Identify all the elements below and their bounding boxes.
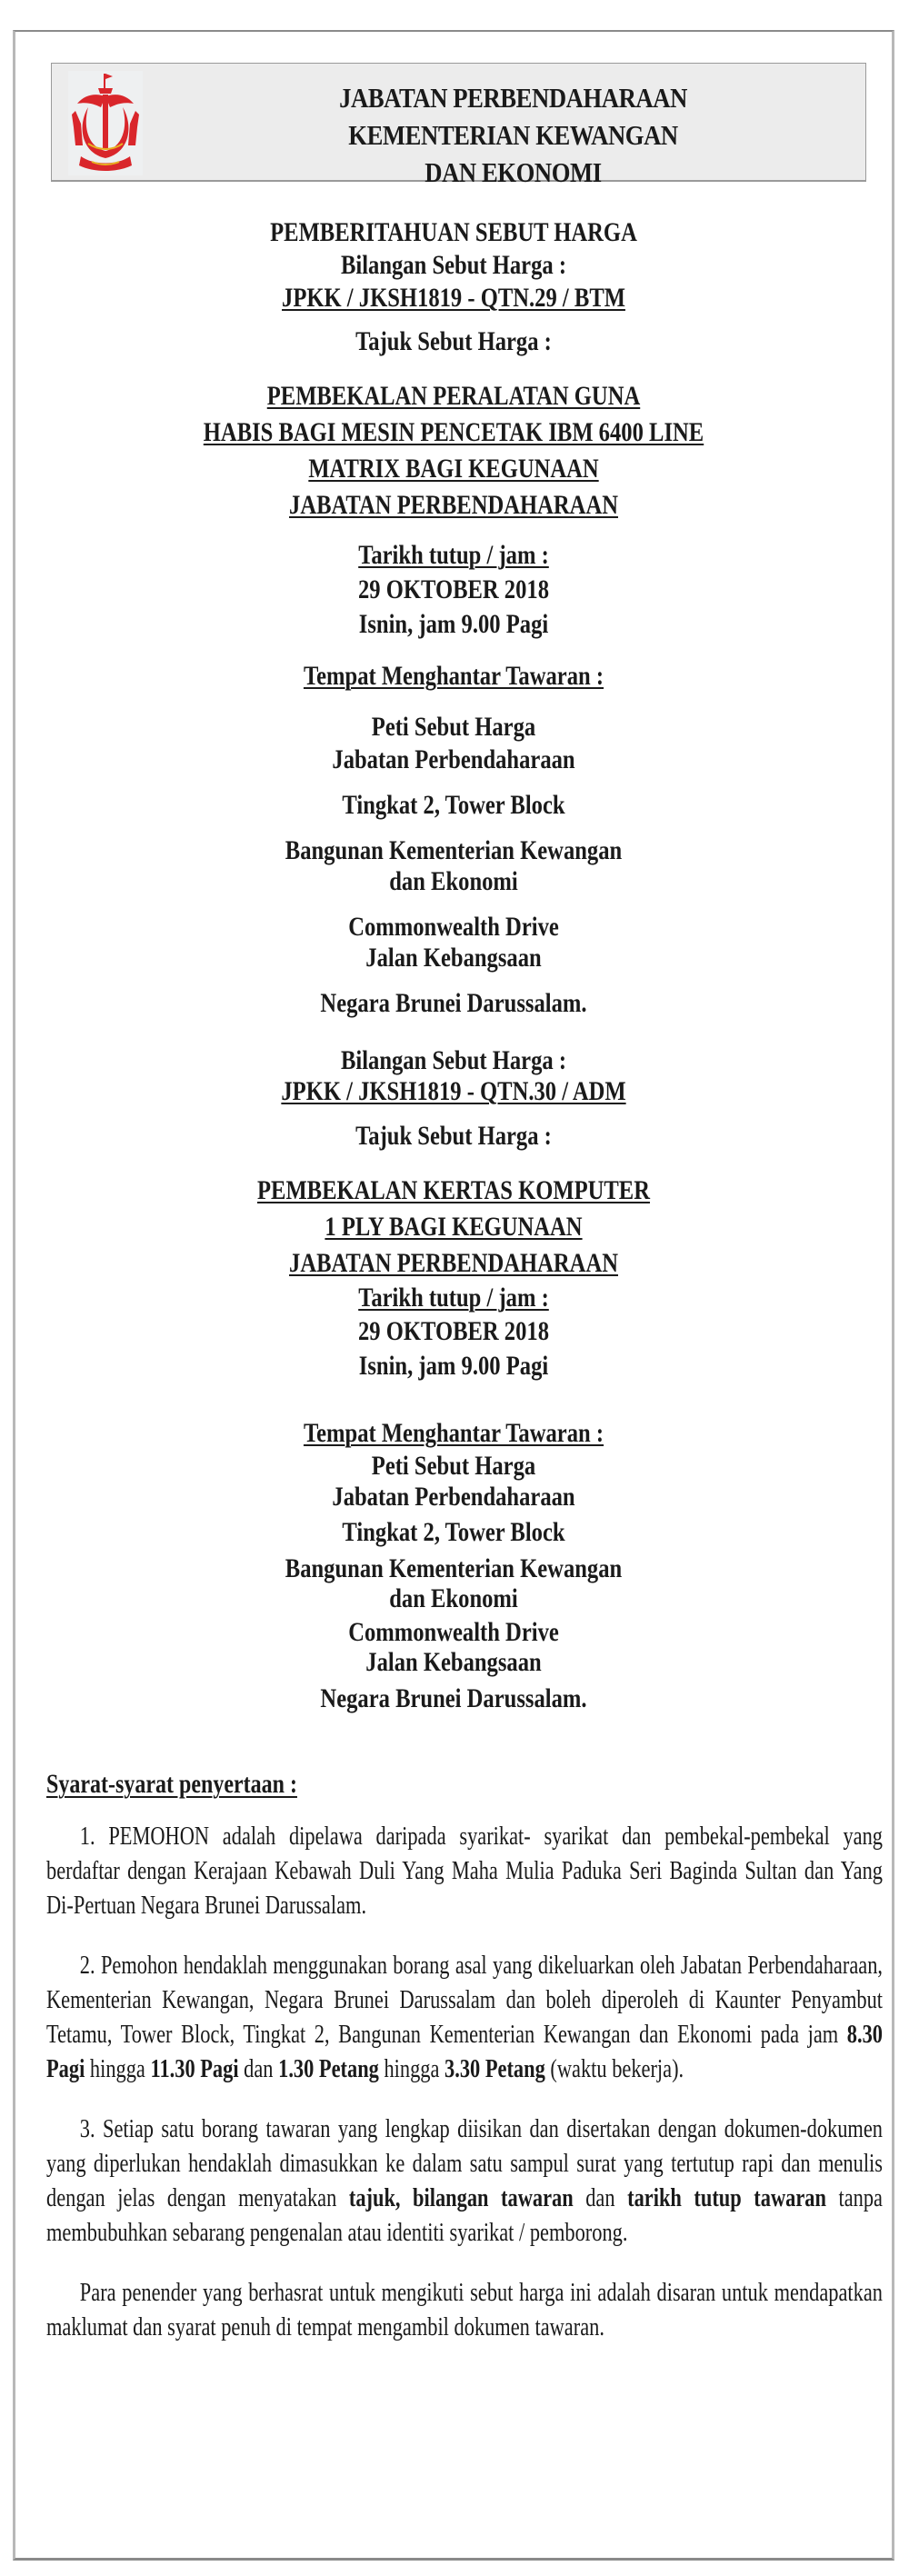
condition-2-text: hingga xyxy=(378,2055,445,2083)
quotation-title-label: Tajuk Sebut Harga : xyxy=(355,1121,552,1151)
condition-2-time: 3.30 Petang xyxy=(445,2055,545,2083)
closing-note: Para penender yang berhasrat untuk mengikuti sebut harga ini adalah disaran untuk mendapatkan maklumat dan syarat penuh di tempat mengambil dokumen tawaran. xyxy=(46,2279,884,2341)
condition-2-text: hingga xyxy=(85,2055,151,2083)
condition-2-time: 8.30 Pagi xyxy=(46,2021,883,2083)
condition-3 xyxy=(46,2112,883,2251)
conditions-heading: Syarat-syarat penyertaan : xyxy=(46,1769,297,1799)
quotation-title-line: MATRIX BAGI KEGUNAAN xyxy=(308,454,599,484)
header-title-line: KEMENTERIAN KEWANGAN xyxy=(348,119,678,151)
venue-line: dan Ekonomi xyxy=(389,1583,518,1613)
condition-1: 1. PEMOHON adalah dipelawa daripada syarikat- syarikat dan pembekal-pembekal yang berdaftar dengan Kerajaan Kebawah Duli Yang Maha Mulia Paduka Seri Baginda Sultan dan Yang Di-Pertuan Negara Brunei Darussalam. xyxy=(46,1822,884,1920)
venue-line: dan Ekonomi xyxy=(389,866,518,896)
header-banner xyxy=(51,63,866,188)
brunei-crest-icon xyxy=(68,71,143,175)
closing-label: Tarikh tutup / jam : xyxy=(358,540,549,570)
condition-3-emphasis: tarikh tutup tawaran xyxy=(627,2184,826,2212)
quotation-title-line: PEMBEKALAN PERALATAN GUNA xyxy=(266,381,641,411)
condition-2-text: (waktu bekerja). xyxy=(544,2055,684,2083)
venue-line: Jalan Kebangsaan xyxy=(365,943,542,973)
venue-line: Commonwealth Drive xyxy=(348,912,559,942)
condition-3-text: 3. Setiap satu borang tawaran yang lengkap diisikan dan disertakan dengan dokumen-dokumen yang diperlukan hendaklah dimasukkan ke dalam satu sampul surat yang tertutup rapi dan menulis dengan jelas dengan menyatakan xyxy=(46,2115,884,2212)
condition-2-text: dan xyxy=(238,2055,279,2083)
venue-line: Tingkat 2, Tower Block xyxy=(342,1517,565,1547)
quotation-number: JPKK / JKSH1819 - QTN.29 / BTM xyxy=(282,283,625,313)
quotation-number-label: Bilangan Sebut Harga : xyxy=(340,1045,567,1075)
condition-3-text: tanpa membubuhkan sebarang pengenalan atau identiti syarikat / pemborong. xyxy=(46,2184,883,2247)
quotation-title-line: JABATAN PERBENDAHARAAN xyxy=(289,490,618,520)
venue-line: Jalan Kebangsaan xyxy=(365,1647,542,1677)
condition-2-time: 1.30 Petang xyxy=(278,2055,379,2083)
closing-time: Isnin, jam 9.00 Pagi xyxy=(358,609,549,639)
quotation-1 xyxy=(13,216,894,1020)
quotation-2 xyxy=(13,1045,894,1716)
venue-line: Commonwealth Drive xyxy=(348,1617,559,1647)
condition-2-time: 11.30 Pagi xyxy=(150,2055,239,2083)
venue-line: Tingkat 2, Tower Block xyxy=(342,790,565,820)
quotation-title-line: HABIS BAGI MESIN PENCETAK IBM 6400 LINE xyxy=(203,417,704,447)
closing-date: 29 OKTOBER 2018 xyxy=(357,1316,550,1346)
venue-line: Jabatan Perbendaharaan xyxy=(332,1482,575,1512)
closing-date: 29 OKTOBER 2018 xyxy=(357,574,550,604)
venue-label: Tempat Menghantar Tawaran : xyxy=(303,661,604,691)
venue-line: Peti Sebut Harga xyxy=(371,712,536,742)
condition-3-text: dan xyxy=(573,2184,628,2212)
conditions-section xyxy=(46,1767,884,2345)
quotation-title-line: PEMBEKALAN KERTAS KOMPUTER xyxy=(257,1175,650,1205)
venue-label: Tempat Menghantar Tawaran : xyxy=(303,1418,604,1448)
closing-label: Tarikh tutup / jam : xyxy=(358,1283,549,1313)
venue-line: Bangunan Kementerian Kewangan xyxy=(285,1553,623,1583)
condition-3-emphasis: tajuk, bilangan tawaran xyxy=(348,2184,574,2212)
header-title-line: JABATAN PERBENDAHARAAN xyxy=(339,82,687,114)
venue-line: Jabatan Perbendaharaan xyxy=(332,744,575,774)
venue-line: Bangunan Kementerian Kewangan xyxy=(285,835,623,865)
notice-title: PEMBERITAHUAN SEBUT HARGA xyxy=(270,217,637,247)
venue-line: Negara Brunei Darussalam. xyxy=(320,1683,587,1713)
header-title-line: DAN EKONOMI xyxy=(425,156,602,188)
quotation-title-label: Tajuk Sebut Harga : xyxy=(355,326,552,356)
header-title xyxy=(234,79,793,191)
venue-line: Peti Sebut Harga xyxy=(371,1451,536,1481)
closing-time: Isnin, jam 9.00 Pagi xyxy=(358,1351,549,1381)
condition-2 xyxy=(46,1949,883,2087)
condition-2-text: 2. Pemohon hendaklah menggunakan borang asal yang dikeluarkan oleh Jabatan Perbendaharaan, Kementerian Kewangan, Negara Brunei Darussalam dan boleh diperoleh di Kaunter Penyambut Tetamu, Tower Block, Tingkat 2, Bangunan Kementerian Kewangan dan Ekonomi pada jam xyxy=(46,1952,884,2049)
quotation-number: JPKK / JKSH1819 - QTN.30 / ADM xyxy=(281,1076,626,1106)
quotation-title-line: JABATAN PERBENDAHARAAN xyxy=(289,1248,618,1278)
quotation-title-line: 1 PLY BAGI KEGUNAAN xyxy=(325,1212,583,1242)
venue-line: Negara Brunei Darussalam. xyxy=(320,988,587,1018)
quotation-number-label: Bilangan Sebut Harga : xyxy=(340,250,567,280)
